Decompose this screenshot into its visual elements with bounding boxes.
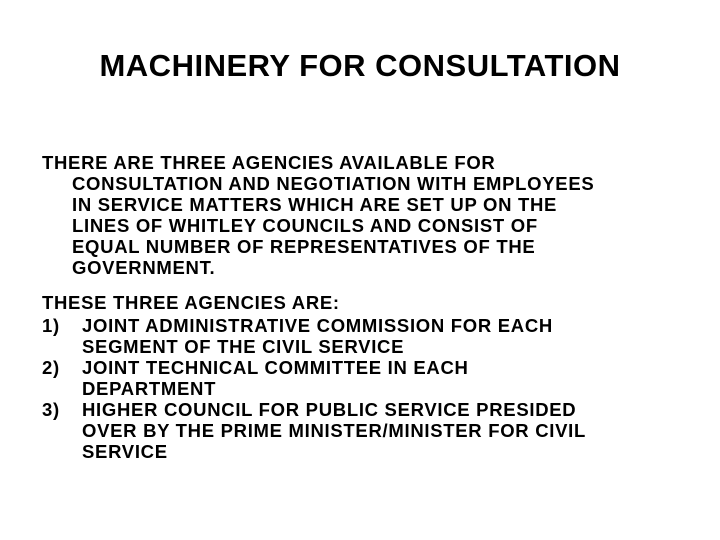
intro-paragraph xyxy=(42,152,702,278)
intro-line: THERE ARE THREE AGENCIES AVAILABLE FOR xyxy=(42,152,496,173)
agencies-lead: THESE THREE AGENCIES ARE: xyxy=(42,292,340,313)
list-item xyxy=(42,315,702,357)
list-item-text xyxy=(82,315,702,357)
intro-line: GOVERNMENT. xyxy=(72,257,216,278)
list-item-line: OVER BY THE PRIME MINISTER/MINISTER FOR CIVIL xyxy=(82,420,586,441)
list-marker: 3) xyxy=(42,399,60,420)
list-marker: 2) xyxy=(42,357,60,378)
list-item-line: HIGHER COUNCIL FOR PUBLIC SERVICE PRESIDED xyxy=(82,399,577,420)
list-item xyxy=(42,399,702,462)
list-marker: 1) xyxy=(42,315,60,336)
list-item-text xyxy=(82,399,702,462)
intro-line: EQUAL NUMBER OF REPRESENTATIVES OF THE xyxy=(72,236,536,257)
list-item-line: SEGMENT OF THE CIVIL SERVICE xyxy=(82,336,405,357)
intro-line: LINES OF WHITLEY COUNCILS AND CONSIST OF xyxy=(72,215,538,236)
agencies-list xyxy=(42,315,702,462)
list-item-line: SERVICE xyxy=(82,441,168,462)
list-item-text xyxy=(82,357,702,399)
list-item-line: JOINT ADMINISTRATIVE COMMISSION FOR EACH xyxy=(82,315,553,336)
intro-line: IN SERVICE MATTERS WHICH ARE SET UP ON THE xyxy=(72,194,558,215)
agencies-section xyxy=(42,292,702,462)
list-item-line: DEPARTMENT xyxy=(82,378,217,399)
list-item-line: JOINT TECHNICAL COMMITTEE IN EACH xyxy=(82,357,469,378)
list-item xyxy=(42,357,702,399)
slide-title: MACHINERY FOR CONSULTATION xyxy=(99,48,621,83)
intro-line: CONSULTATION AND NEGOTIATION WITH EMPLOYEES xyxy=(72,173,595,194)
